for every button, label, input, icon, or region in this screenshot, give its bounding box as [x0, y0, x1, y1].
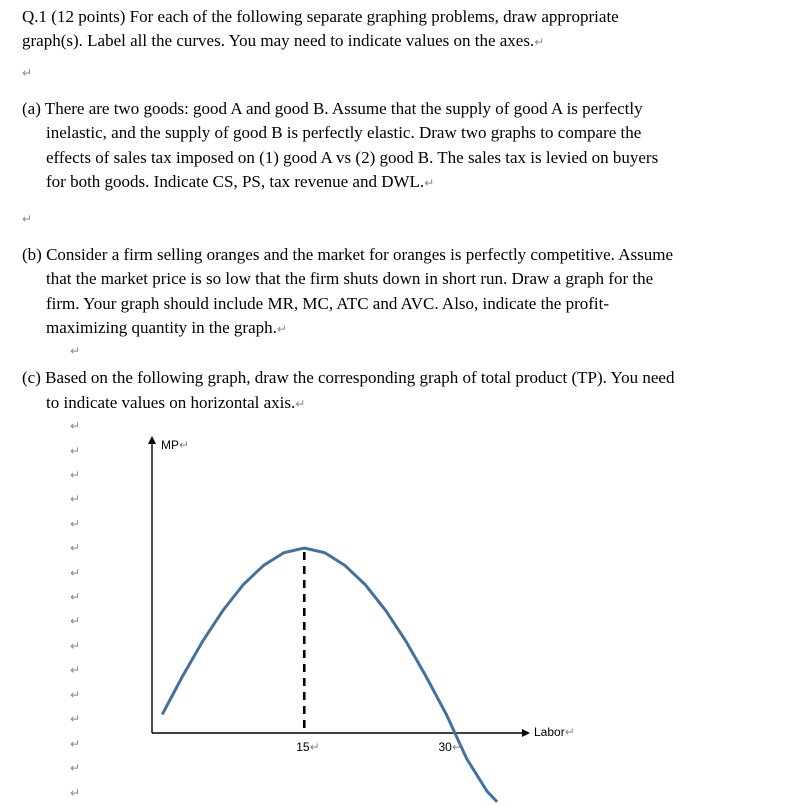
part-a-text-1: (a) There are two goods: good A and good B. Assume that the supply of good A is perfectly — [22, 99, 643, 118]
part-b-text-1: (b) Consider a firm selling oranges and the market for oranges is perfectly competitive. Assume — [22, 245, 674, 264]
paragraph-mark-icon: ↵ — [70, 737, 81, 751]
paragraph-mark-icon: ↵ — [534, 35, 545, 49]
x-tick-label-text: 15 — [296, 740, 310, 754]
x-tick-label — [296, 740, 319, 754]
paragraph-mark-icon: ↵ — [70, 688, 81, 702]
paragraph-mark-icon: ↵ — [70, 419, 81, 433]
paragraph-mark-icon: ↵ — [70, 541, 81, 555]
part-a-text-2: inelastic, and the supply of good B is perfectly elastic. Draw two graphs to compare the — [46, 123, 642, 142]
paragraph-mark-icon: ↵ — [22, 212, 33, 226]
y-axis-arrow-icon — [148, 436, 156, 444]
part-c-text-1: (c) Based on the following graph, draw the corresponding graph of total product (TP). You need — [22, 368, 675, 387]
paragraph-mark-icon: ↵ — [451, 740, 462, 754]
part-c-text-2: to indicate values on horizontal axis. — [46, 393, 296, 412]
x-tick-label — [439, 740, 462, 754]
paragraph-mark-icon: ↵ — [70, 444, 81, 458]
paragraph-mark-icon: ↵ — [424, 176, 435, 190]
paragraph-mark-icon: ↵ — [70, 761, 81, 775]
question-header-text-1: Q.1 (12 points) For each of the following separate graphing problems, draw appropriate — [22, 7, 619, 26]
x-axis-arrow-icon — [522, 729, 530, 737]
paragraph-mark-icon: ↵ — [276, 322, 287, 336]
part-b-text-2: that the market price is so low that the firm shuts down in short run. Draw a graph for the — [46, 269, 654, 288]
paragraph-mark-icon: ↵ — [70, 590, 81, 604]
paragraph-mark-icon: ↵ — [70, 492, 81, 506]
paragraph-mark-icon: ↵ — [70, 614, 81, 628]
paragraph-mark-icon: ↵ — [70, 468, 81, 482]
part-b-text-3: firm. Your graph should include MR, MC, ATC and AVC. Also, indicate the profit- — [46, 294, 610, 313]
mp-curve — [162, 548, 497, 802]
y-axis-label — [161, 438, 189, 452]
paragraph-mark-icon: ↵ — [70, 639, 81, 653]
question-header-text-2: graph(s). Label all the curves. You may need to indicate values on the axes. — [22, 31, 535, 50]
x-axis-label — [534, 725, 575, 739]
y-axis-label-text: MP — [161, 438, 179, 452]
paragraph-mark-icon: ↵ — [70, 344, 81, 358]
paragraph-mark-icon: ↵ — [70, 517, 81, 531]
x-axis-label-text: Labor — [534, 725, 565, 739]
paragraph-mark-icon: ↵ — [70, 786, 81, 800]
part-b-text-4: maximizing quantity in the graph. — [46, 318, 277, 337]
part-a-text-4: for both goods. Indicate CS, PS, tax revenue and DWL. — [46, 172, 425, 191]
paragraph-mark-icon: ↵ — [70, 712, 81, 726]
x-tick-label-text: 30 — [438, 740, 452, 754]
paragraph-mark-icon: ↵ — [564, 725, 575, 739]
paragraph-mark-icon: ↵ — [22, 66, 33, 80]
paragraph-mark-icon: ↵ — [309, 740, 320, 754]
paragraph-mark-icon: ↵ — [179, 438, 190, 452]
part-a-text-3: effects of sales tax imposed on (1) good A vs (2) good B. The sales tax is levied on buyers — [46, 148, 659, 167]
paragraph-mark-icon: ↵ — [70, 663, 81, 677]
paragraph-mark-icon: ↵ — [295, 397, 306, 411]
paragraph-mark-icon: ↵ — [70, 566, 81, 580]
